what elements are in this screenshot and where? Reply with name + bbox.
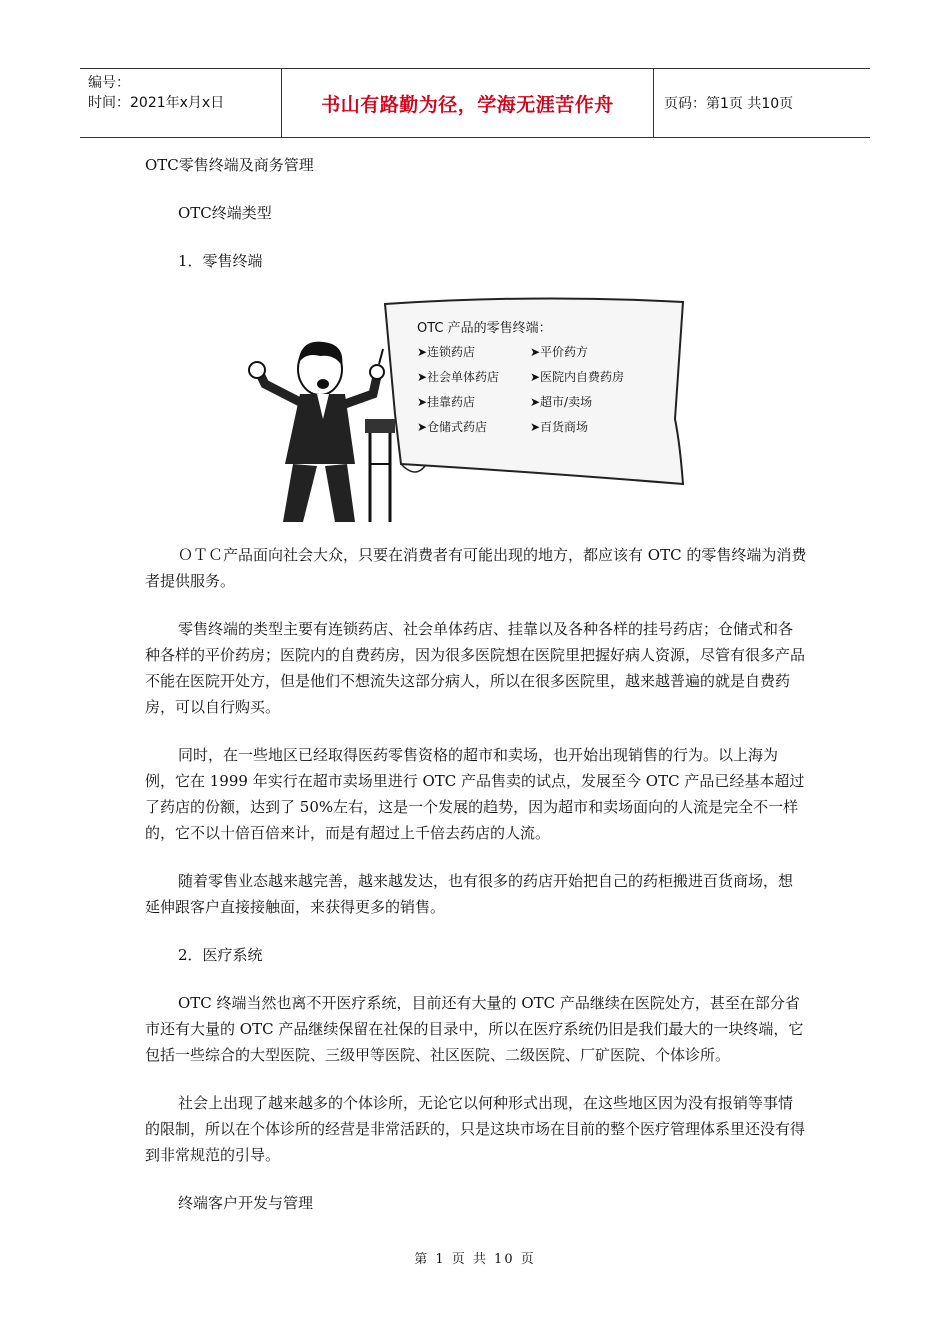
header-meta [80, 69, 282, 137]
sign-item: ➤仓储式药店 [417, 420, 488, 434]
document-title: OTC零售终端及商务管理 [145, 156, 314, 174]
sign-item: ➤挂靠药店 [417, 395, 476, 409]
sign-item: ➤社会单体药店 [417, 370, 500, 384]
subheading-medical: 2．医疗系统 [178, 946, 263, 964]
section-heading: OTC终端类型 [178, 204, 272, 222]
sign-item: ➤连锁药店 [417, 345, 476, 359]
cartoon-presenter-image [205, 294, 705, 534]
paragraph: 社会上出现了越来越多的个体诊所，无论它以何种形式出现，在这些地区因为没有报销等事情的限制，所以在个体诊所的经营是非常活跃的，只是这块市场在目前的整个医疗管理体系里还没有得到非常规范的引导。 [145, 1094, 806, 1164]
sign-item: ➤医院内自费药房 [530, 370, 625, 384]
paragraph: 同时，在一些地区已经取得医药零售资格的超市和卖场，也开始出现销售的行为。以上海为例，它在 1999 年实行在超市卖场里进行 OTC 产品售卖的试点，发展至今 OTC 产品已经基本超过了药店的份额，达到了 50%左右，这是一个发展的趋势，因为超市和卖场面向的人流是完全不一样的，它不以十倍百倍来计，而是有超过上千倍去药店的人流。 [145, 746, 805, 842]
sign-item: ➤百货商场 [530, 420, 589, 434]
document-body [145, 152, 807, 1216]
retail-terminal-illustration [145, 294, 807, 534]
sign-item: ➤超市/卖场 [530, 395, 593, 409]
subheading-customer-management: 终端客户开发与管理 [178, 1194, 314, 1212]
header-page-info: 页码：第1页 共10页 [664, 96, 794, 112]
time-label: 时间：2021年x月x日 [88, 95, 225, 111]
document-header [80, 68, 870, 138]
paragraph: ＯＴＣ产品面向社会大众，只要在消费者有可能出现的地方，都应该有 OTC 的零售终端为消费者提供服务。 [145, 546, 807, 590]
sign-heading: OTC 产品的零售终端： [417, 321, 552, 336]
sign-item: ➤平价药方 [530, 345, 589, 359]
header-motto: 书山有路勤为径，学海无涯苦作舟 [282, 69, 654, 137]
number-label: 编号： [88, 75, 130, 91]
paragraph: 随着零售业态越来越完善，越来越发达，也有很多的药店开始把自己的药柜搬进百货商场，想延伸跟客户直接接触面，来获得更多的销售。 [145, 872, 794, 916]
paragraph: OTC 终端当然也离不开医疗系统，目前还有大量的 OTC 产品继续在医院处方，甚至在部分省市还有大量的 OTC 产品继续保留在社保的目录中，所以在医疗系统仍旧是我们最大的一块终端，它包括一些综合的大型医院、三级甲等医院、社区医院、二级医院、厂矿医院、个体诊所。 [145, 994, 804, 1064]
subheading-retail: 1．零售终端 [178, 252, 263, 270]
page-footer: 第 1 页 共 10 页 [414, 1252, 536, 1267]
paragraph: 零售终端的类型主要有连锁药店、社会单体药店、挂靠以及各种各样的挂号药店；仓储式和各种各样的平价药房；医院内的自费药房，因为很多医院想在医院里把握好病人资源，尽管有很多产品不能在医院开处方，但是他们不想流失这部分病人，所以在很多医院里，越来越普遍的就是自费药房，可以自行购买。 [145, 620, 806, 716]
